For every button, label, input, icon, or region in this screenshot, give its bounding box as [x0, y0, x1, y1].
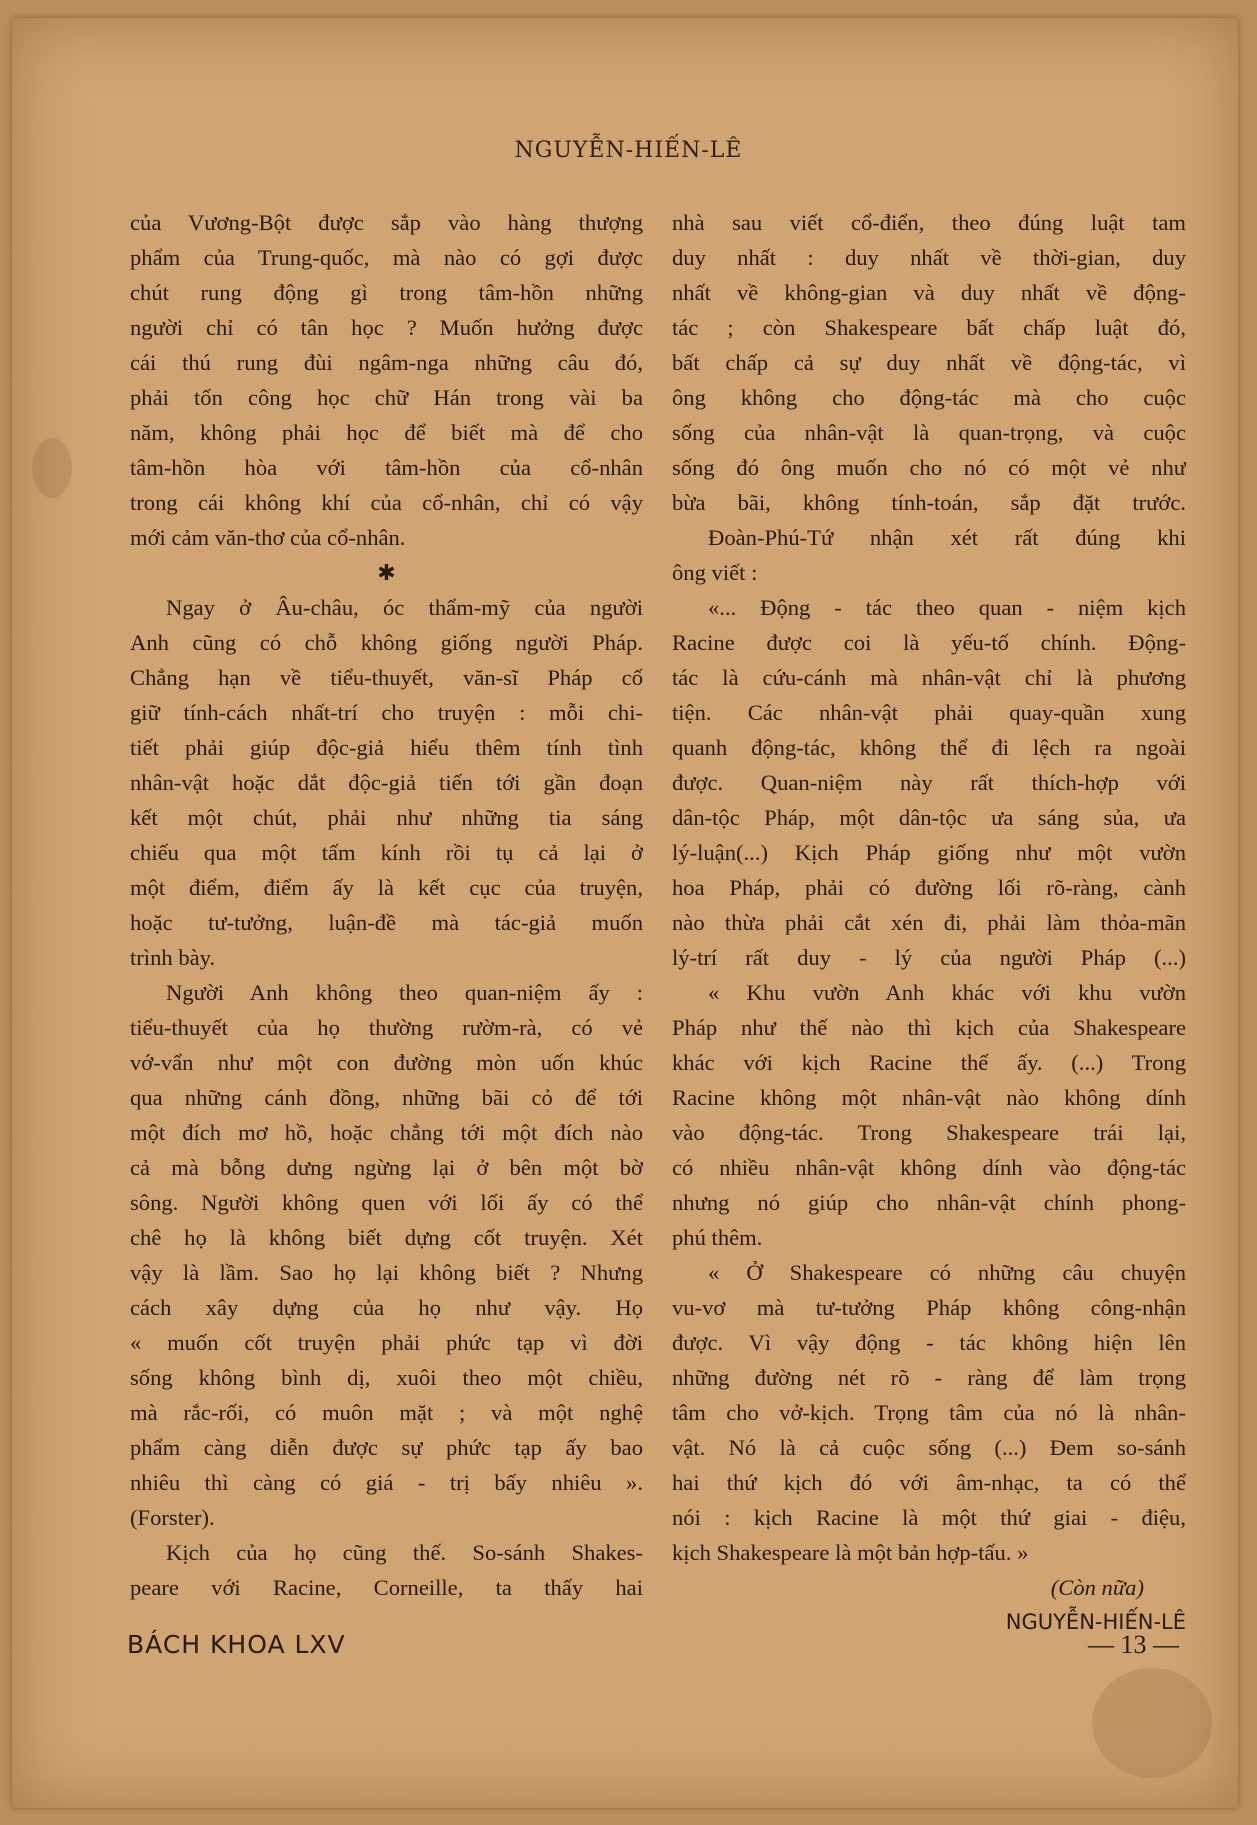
- text-line: Ngay ở Âu-châu, óc thẩm-mỹ của người: [166, 595, 643, 620]
- text-line: cả mà bỗng dưng ngừng lại ở bên một bờ: [130, 1155, 643, 1180]
- text-line: « Khu vườn Anh khác với khu vườn: [708, 980, 1186, 1005]
- text-line: khác với kịch Racine thế ấy. (...) Trong: [672, 1050, 1186, 1075]
- paper-stain: [32, 438, 72, 498]
- left-text-column: [130, 205, 643, 1605]
- text-line: tâm-hồn hòa với tâm-hồn của cổ-nhân: [130, 455, 643, 480]
- text-line: phải tốn công học chữ Hán trong vài ba: [130, 385, 643, 410]
- text-line: tiện. Các nhân-vật phải quay-quần xung: [672, 700, 1186, 725]
- text-line: qua những cánh đồng, những bãi cỏ để tới: [130, 1085, 643, 1110]
- text-line: Kịch của họ cũng thế. So-sánh Shakes-: [166, 1540, 643, 1565]
- text-line: người chỉ có tân học ? Muốn hưởng được: [130, 315, 643, 340]
- text-line: « muốn cốt truyện phải phức tạp vì đời: [130, 1330, 643, 1355]
- text-line: tác ; còn Shakespeare bất chấp luật đó,: [672, 315, 1186, 340]
- text-line: lý-luận(...) Kịch Pháp giống như một vườn: [672, 840, 1186, 865]
- text-line: nói : kịch Racine là một thứ giai - điệu,: [672, 1505, 1186, 1530]
- text-line: kịch Shakespeare là một bản hợp-tấu. »: [672, 1540, 1029, 1565]
- text-line: hai thứ kịch đó với âm-nhạc, ta có thể: [672, 1470, 1186, 1495]
- text-line: nhiêu thì càng có giá - trị bấy nhiêu ».: [130, 1470, 643, 1495]
- text-line: chê họ là không biết dựng cốt truyện. Xét: [130, 1225, 643, 1250]
- text-line: một đích mơ hồ, hoặc chẳng tới một đích nào: [130, 1120, 643, 1145]
- text-line: dân-tộc Pháp, một dân-tộc ưa sáng sủa, ưa: [672, 805, 1186, 830]
- text-line: trong cái không khí của cổ-nhân, chỉ có vậy: [130, 490, 643, 515]
- text-line: phẩm càng diễn được sự phức tạp ấy bao: [130, 1435, 643, 1460]
- text-line: được. Vì vậy động - tác không hiện lên: [672, 1330, 1186, 1355]
- text-line: trình bày.: [130, 945, 216, 970]
- text-line: vào động-tác. Trong Shakespeare trái lại,: [672, 1120, 1186, 1145]
- text-line: kết một chút, phải như những tia sáng: [130, 805, 643, 830]
- text-line: Đoàn-Phú-Tứ nhận xét rất đúng khi: [708, 525, 1186, 550]
- text-line: (Còn nữa): [1050, 1575, 1144, 1600]
- text-line: bất chấp cả sự duy nhất về động-tác, vì: [672, 350, 1186, 375]
- text-line: hoa Pháp, phải có đường lối rõ-ràng, cành: [672, 875, 1186, 900]
- text-line: những đường nét rõ - ràng để làm trọng: [672, 1365, 1186, 1390]
- text-line: Anh cũng có chỗ không giống người Pháp.: [130, 630, 643, 655]
- page-header-author: NGUYỄN-HIẾN-LÊ: [514, 138, 743, 163]
- text-line: Pháp như thế nào thì kịch của Shakespeare: [672, 1015, 1186, 1040]
- text-line: một điểm, điểm ấy là kết cục của truyện,: [130, 875, 643, 900]
- right-text-column: [672, 205, 1186, 1640]
- text-line: năm, không phải học để biết mà để cho: [130, 420, 643, 445]
- text-line: phẩm của Trung-quốc, mà nào có gợi được: [130, 245, 643, 270]
- text-line: vật. Nó là cả cuộc sống (...) Đem so-sánh: [672, 1435, 1186, 1460]
- text-line: nhưng nó giúp cho nhân-vật chính phong-: [672, 1190, 1186, 1215]
- magazine-title: BÁCH KHOA LXV: [127, 1630, 346, 1659]
- section-separator-star: ✱: [377, 560, 396, 585]
- text-line: chiếu qua một tấm kính rồi tụ cả lại ở: [130, 840, 643, 865]
- text-line: Người Anh không theo quan-niệm ấy :: [166, 980, 643, 1005]
- text-line: có nhiều nhân-vật không dính vào động-tác: [672, 1155, 1186, 1180]
- text-line: ông viết :: [672, 560, 758, 585]
- text-line: lý-trí rất duy - lý của người Pháp (...): [672, 945, 1186, 970]
- text-line: vậy là lầm. Sao họ lại không biết ? Nhưng: [130, 1260, 643, 1285]
- text-line: sống của nhân-vật là quan-trọng, và cuộc: [672, 420, 1186, 445]
- text-line: phú thêm.: [672, 1225, 763, 1250]
- text-line: NGUYỄN-HIẾN-LÊ: [1005, 1610, 1186, 1634]
- text-line: hoặc tư-tưởng, luận-đề mà tác-giả muốn: [130, 910, 643, 935]
- text-line: «... Động - tác theo quan - niệm kịch: [708, 595, 1186, 620]
- text-line: sống không bình dị, xuôi theo một chiều,: [130, 1365, 643, 1390]
- text-line: cách xây dựng của họ như vậy. Họ: [130, 1295, 643, 1320]
- text-line: của Vương-Bột được sắp vào hàng thượng: [130, 210, 643, 235]
- text-line: tiết phải giúp độc-giả hiểu thêm tính tình: [130, 735, 643, 760]
- text-line: sông. Người không quen với lối ấy có thể: [130, 1190, 643, 1215]
- text-line: Chẳng hạn về tiểu-thuyết, văn-sĩ Pháp cố: [130, 665, 643, 690]
- text-line: cái thú rung đùi ngâm-nga những câu đó,: [130, 350, 643, 375]
- text-line: ông không cho động-tác mà cho cuộc: [672, 385, 1186, 410]
- paper-stain: [1092, 1668, 1212, 1778]
- text-line: mà rắc-rối, có muôn mặt ; và một nghệ: [130, 1400, 643, 1425]
- text-line: Racine không một nhân-vật nào không dính: [672, 1085, 1186, 1110]
- text-line: sống đó ông muốn cho nó có một vẻ như: [672, 455, 1186, 480]
- text-line: chút rung động gì trong tâm-hồn những: [130, 280, 643, 305]
- text-line: mới cảm văn-thơ của cổ-nhân.: [130, 525, 406, 550]
- text-line: giữ tính-cách nhất-trí cho truyện : mỗi chi-: [130, 700, 643, 725]
- text-line: peare với Racine, Corneille, ta thấy hai: [130, 1575, 643, 1600]
- text-line: duy nhất : duy nhất về thời-gian, duy: [672, 245, 1186, 270]
- text-line: nhà sau viết cổ-điển, theo đúng luật tam: [672, 210, 1186, 235]
- text-line: vớ-vẩn như một con đường mòn uốn khúc: [130, 1050, 643, 1075]
- page-number: — 13 —: [1088, 1630, 1179, 1659]
- text-line: nhân-vật hoặc dắt độc-giả tiến tới gần đoạn: [130, 770, 643, 795]
- text-line: « Ở Shakespeare có những câu chuyện: [708, 1260, 1186, 1285]
- text-line: được. Quan-niệm này rất thích-hợp với: [672, 770, 1186, 795]
- text-line: nào thừa phải cắt xén đi, phải làm thỏa-mãn: [672, 910, 1186, 935]
- text-line: bừa bãi, không tính-toán, sắp đặt trước.: [672, 490, 1186, 515]
- text-line: tiểu-thuyết của họ thường rườm-rà, có vẻ: [130, 1015, 643, 1040]
- text-line: tác là cứu-cánh mà nhân-vật chỉ là phương: [672, 665, 1186, 690]
- text-line: quanh động-tác, không thể đi lệch ra ngoài: [672, 735, 1186, 760]
- text-line: nhất về không-gian và duy nhất về động-: [672, 280, 1186, 305]
- text-line: vu-vơ mà tư-tưởng Pháp không công-nhận: [672, 1295, 1186, 1320]
- text-line: Racine được coi là yếu-tố chính. Động-: [672, 630, 1186, 655]
- text-line: tâm cho vở-kịch. Trọng tâm của nó là nhân-: [672, 1400, 1186, 1425]
- text-line: (Forster).: [130, 1505, 215, 1530]
